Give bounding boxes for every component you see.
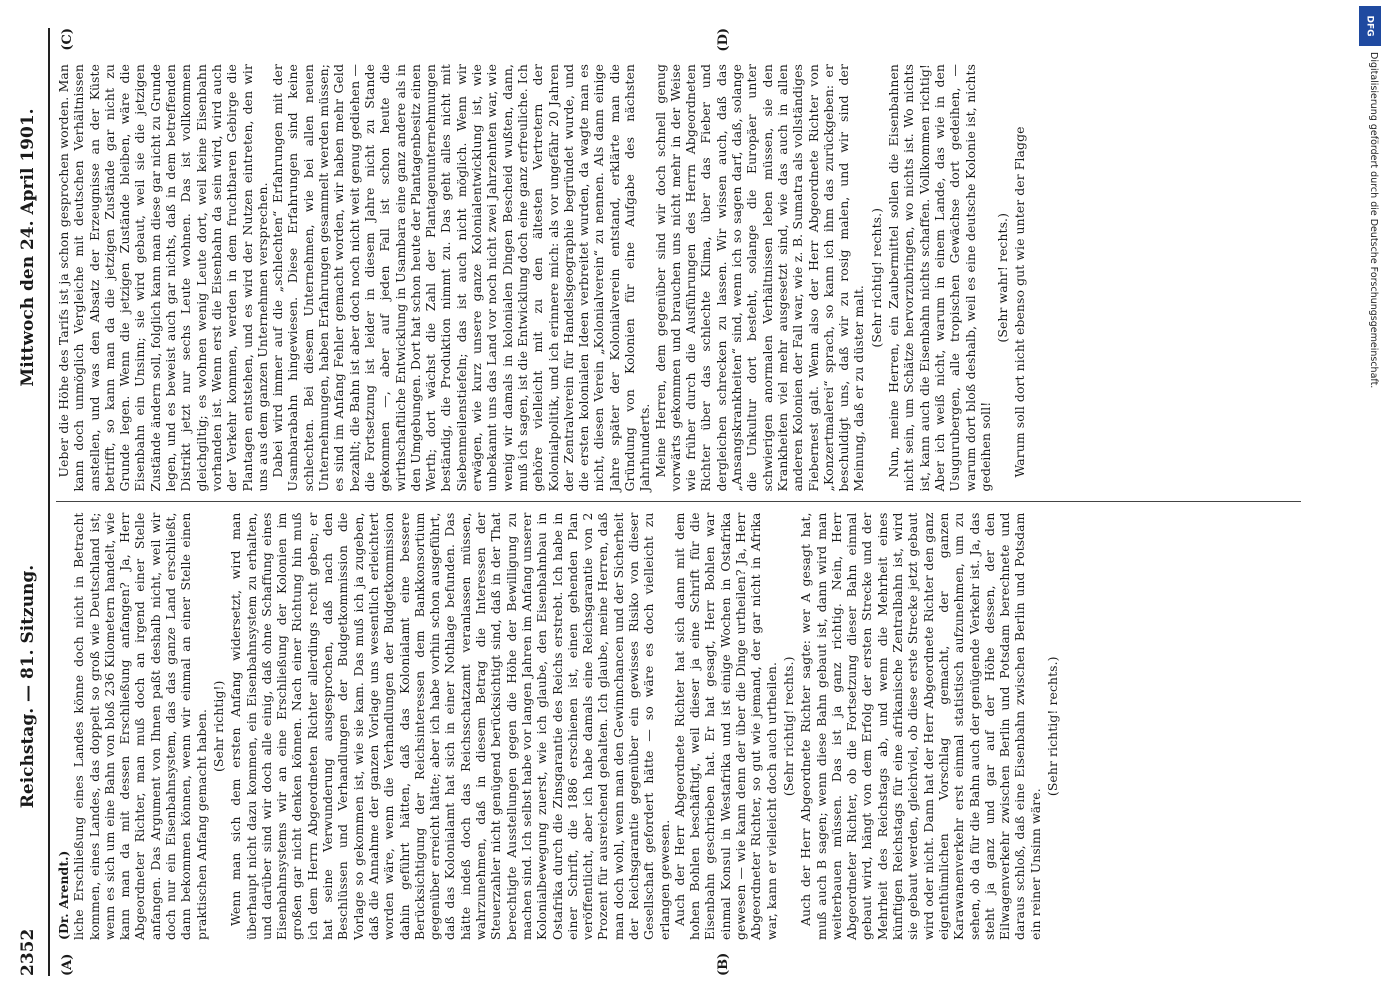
right-margin — [56, 28, 1301, 54]
funding-sidebar — [1353, 0, 1383, 1000]
interjection: (Sehr richtig! rechts.) — [868, 207, 884, 348]
header-left-title: Reichstag. — 81. Sitzung. — [18, 564, 38, 809]
dfg-logo — [1359, 6, 1381, 46]
interjection: (Sehr richtig! rechts.) — [1045, 656, 1060, 797]
left-column — [56, 503, 1301, 951]
paragraph: Nun, meine Herren, ein Zaubermittel sollen die Eisenbahnen nicht sein, um Schätze hervorzubringen, wo nichts ist. Wo nichts ist, kann auch die Eisenbahn nichts schaffen. Vollkommen richtig! Aber ich weiß nicht, warum in einem Lande, das wie in den Usugurubergen, alle tropischen Gewächse dort gedeihen, — warum dort bloß deshalb, weil es eine deutsche Kolonie ist, nichts gedeihen soll! — [886, 64, 993, 492]
left-margin — [56, 950, 1301, 976]
margin-marker-a: (A) — [60, 953, 75, 976]
paragraph: Auch der Herr Abgeordnete Richter sagte: wer A gesagt hat, muß auch B sagen; wenn diese Bahn gebaut ist, dann wird man weiterbauen müssen. Das ist ja ganz richtig. Nein, Herr Abgeordneter Richter, ob die Fortsetzung dieser Bahn einmal gebaut wird, hängt von dem Erfolg der ersten Strecke und der Mehrheit des Reichstags ab, und wenn die Mehrheit eines künftigen Reichstags für eine afrikanische Zentralbahn ist, wird sie gebaut werden, gleichviel, ob diese erste Strecke jetzt gebaut wird oder nicht. Dann hat der Herr Abgeordnete Richter den ganz eigenthümlichen Vorschlag gemacht, der ganzen Karawanenverkehr erst einmal statistisch aufzunehmen, um zu sehen, ob da für die Bahn auch der genügende Verkehr ist. Ja, das steht ja ganz und gar auf der Höhe dessen, der den Eilwagenverkehr zwischen Berlin und Potsdam berechnete und daraus schloß, daß eine Eisenbahn zwischen Berlin und Potsdam ein reiner Unsinn wäre. — [798, 512, 1043, 940]
interjection: (Sehr richtig! rechts.) — [780, 656, 796, 797]
paragraph: liche Erschließung eines Landes könne doch nicht in Betracht kommen, eines Landes, das doppelt so groß wie Deutschland ist; wenn es sich um eine Bahn von bloß 236 Kilometern handelt, wie kann man da mit dessen Erschließung anfangen? Ja, Herr Abgeordneter Richter, man muß doch an irgend einer Stelle anfangen. Das Argument von Ihnen paßt deshalb nicht, weil wir doch nur ein Eisenbahnsystem, das das ganze Land erschließt, dann bekommen können, wenn wir einmal an einer Stelle einen praktischen Anfang gemacht haben. — [71, 512, 209, 940]
paragraph: Warum soll dort nicht ebenso gut wie unter der Flagge — [1012, 126, 1028, 478]
margin-marker-d: (D) — [716, 28, 731, 52]
margin-marker-b: (B) — [716, 952, 731, 976]
interjection: (Sehr wahr! rechts.) — [995, 212, 1011, 343]
margin-marker-c: (C) — [60, 28, 75, 51]
right-column — [56, 54, 1301, 502]
paragraph: Meine Herren, dem gegenüber sind wir doch schnell genug vorwärts gekommen und brauchen uns nicht mehr in der Weise wie früher durch die Ausführungen des Herrn Abgeordneten Richter über das schlechte Klima, über das Fieber und dergleichen schrecken zu lassen. Wir wissen auch, daß das „Ansangskrankheiten“ sind, wenn ich so sagen darf, daß, solange die Unkultur dort besteht, solange die Europäer unter schwierigen anormalen Verhältnissen leben müssen, sie den Krankheiten viel mehr ausgesetzt sind, wie das auch in allen anderen Kolonien der Fall war, wie z. B. Sumatra als vollständiges Fiebernest galt. Wenn also der Herr Abgeordnete Richter von „Konzertmalerei“ sprach, so kann ich ihm das zurückgeben: er beschuldigt uns, daß wir zu rosig malen, und wir sind der Meinung, daß er zu düster malt. — [652, 64, 867, 492]
paragraph: Auch der Herr Abgeordnete Richter hat sich dann mit dem hohen Bohlen beschäftigt, weil dieser ja eine Schrift für die Eisenbahn geschrieben hat. Er hat gesagt, Herr Bohlen war einmal Konsul in Westafrika und ist einige Wochen in Ostafrika gewesen — wie kann denn der über die Dinge urtheilen? Ja, Herr Abgeordneter Richter, so gut wie jemand, der gar nicht in Afrika war, kann er vielleicht doch auch urtheilen. — [671, 512, 779, 940]
dfg-logo-text: DFG — [1364, 15, 1375, 37]
interjection: (Sehr richtig!) — [210, 680, 226, 772]
column-divider — [56, 502, 1301, 503]
paragraph: Dabei wird immer auf die „schlechten“ Erfahrungen mit der Usambarabahn hingewiesen. Diese Erfahrungen sind keine schlechten. Bei diesem Unternehmen, wie bei allen neuen Unternehmungen, haben Erfahrungen gesammelt werden müssen; es sind im Anfang Fehler gemacht worden, wir haben mehr Geld bezahlt; die Bahn ist aber doch noch nicht weit genug gediehen — die Fortsetzung ist leider in diesem Jahre nicht zu Stande gekommen —, aber auf jeden Fall ist schon heute die wirthschaftliche Entwicklung in Usambara eine ganz andere als in den Umgebungen. Dort hat schon heute der Plantagenbesitz einen Werth; dort wächst die Zahl der Plantagenunternehmungen beständig, die Produktion nimmt zu. Das geht alles nicht mit Siebenmeilenstiefeln; das ist auch nicht möglich. Wenn wir erwägen, wie kurz unsere ganze Kolonialentwicklung ist, wie unbekannt uns das Land vor noch nicht zwei Jahrzehnten war, wie wenig wir damals in kolonialen Dingen Bescheid wußten, dann, muß ich sagen, ist die Entwicklung doch eine ganz erfreuliche. Ich gehöre vielleicht mit zu den ältesten Vertretern der Kolonialpolitik, und ich erinnere mich: als vor ungefähr 20 Jahren der Zentralverein für Handelsgeographie begründet wurde, und die ersten kolonialen Ideen verbreitet wurden, da wagte man es nicht, diesen Verein „Kolonialverein“ zu nennen. Als dann einige Jahre später der Kolonialverein entstand, erklärte man die Gründung von Kolonien für eine Aufgabe des nächsten Jahrhunderts. — [270, 64, 653, 492]
funding-credit: Digitalisierung gefördert durch die Deutsche Forschungsgemeinschaft. — [1368, 52, 1379, 389]
paragraph: Wenn man sich dem ersten Anfang widersetzt, wird man überhaupt nicht dazu kommen, ein Eisenbahnsystem zu erhalten, und darüber sind wir doch alle einig, daß ohne Schaffung eines Eisenbahnsystems wir an eine Erschließung der Kolonien im großen gar nicht denken können. Nach einer Richtung hin muß ich dem Herrn Abgeordneten Richter allerdings recht geben; er hat seine Verwunderung ausgesprochen, daß nach den Beschlüssen und Verhandlungen der Budgetkommission die Vorlage so gekommen ist, wie sie kam. Das muß ich ja zugeben, daß die Annahme der ganzen Vorlage uns wesentlich erleichtert worden wäre, wenn die Verhandlungen der Budgetkommission dahin geführt hätten, daß das Kolonialamt eine bessere Berücksichtigung der Reichsinteressen dem Bankkonsortium gegenüber erreicht hätte; aber ich habe vorhin schon ausgeführt, daß das Kolonialamt hat sich in einer Nothlage befunden. Das hätte indeß doch das Reichsschatzamt veranlassen müssen, wahrzunehmen, daß in diesem Betrag die Interessen der Steuerzahler nicht genügend berücksichtigt sind, daß in der That berechtigte Ausstellungen gegen die Höhe der Bewilligung zu machen sind. Ich selbst habe vor langen Jahren im Anfang unserer Kolonialbewegung zuerst, wie ich glaube, den Eisenbahnbau in Ostafrika durch die Zinsgarantie des Reichs erstrebt. Ich habe in einer Schrift, die 1886 erschienen ist, einen gehenden Plan veröffentlicht, aber ich habe damals eine Reichsgarantie von 2 Prozent für ausreichend gehalten. Ich glaube, meine Herren, daß man doch wohl, wenn man den Gewinnchancen und der Sicherheit der Reichsgarantie gegenüber ein gewisses Risiko von dieser Gesellschaft gefordert hätte — so wäre es doch vielleicht zu erlangen gewesen. — [228, 512, 672, 940]
page-number: 2352 — [18, 928, 38, 976]
header-right-title: Mittwoch den 24. April 1901. — [18, 108, 38, 387]
text-columns — [56, 28, 1301, 976]
paragraph: Ueber die Höhe des Tarifs ist ja schon gesprochen worden. Man kann doch unmöglich Vergleiche mit deutschen Verhältnissen anstellen, und was den Absatz der Erzeugnisse an der Küste betrifft, so kann man da die jetzigen Zustände gar nicht zu Grunde legen. Wenn die jetzigen Zustände bleiben, wäre die Eisenbahn ein Unsinn; sie wird gebaut, weil sie die jetzigen Zustände ändern soll, folglich kann man diese gar nicht zu Grunde legen, und es beweist auch gar nichts, daß in dem betreffenden Distrikt jetzt nur sechs Leute wohnen. Das ist vollkommen gleichgiltig; es wohnen wenig Leute dort, weil keine Eisenbahn vorhanden ist. Wenn erst die Eisenbahn da sein wird, wird auch der Verkehr kommen, werden in dem fruchtbaren Gebirge die Plantagen entstehen, und es wird der Nutzen eintreten, den wir uns aus dem ganzen Unternehmen versprechen. — [56, 64, 270, 492]
speaker-label: (Dr. Arendt.) — [56, 850, 71, 940]
page-header — [18, 28, 50, 976]
